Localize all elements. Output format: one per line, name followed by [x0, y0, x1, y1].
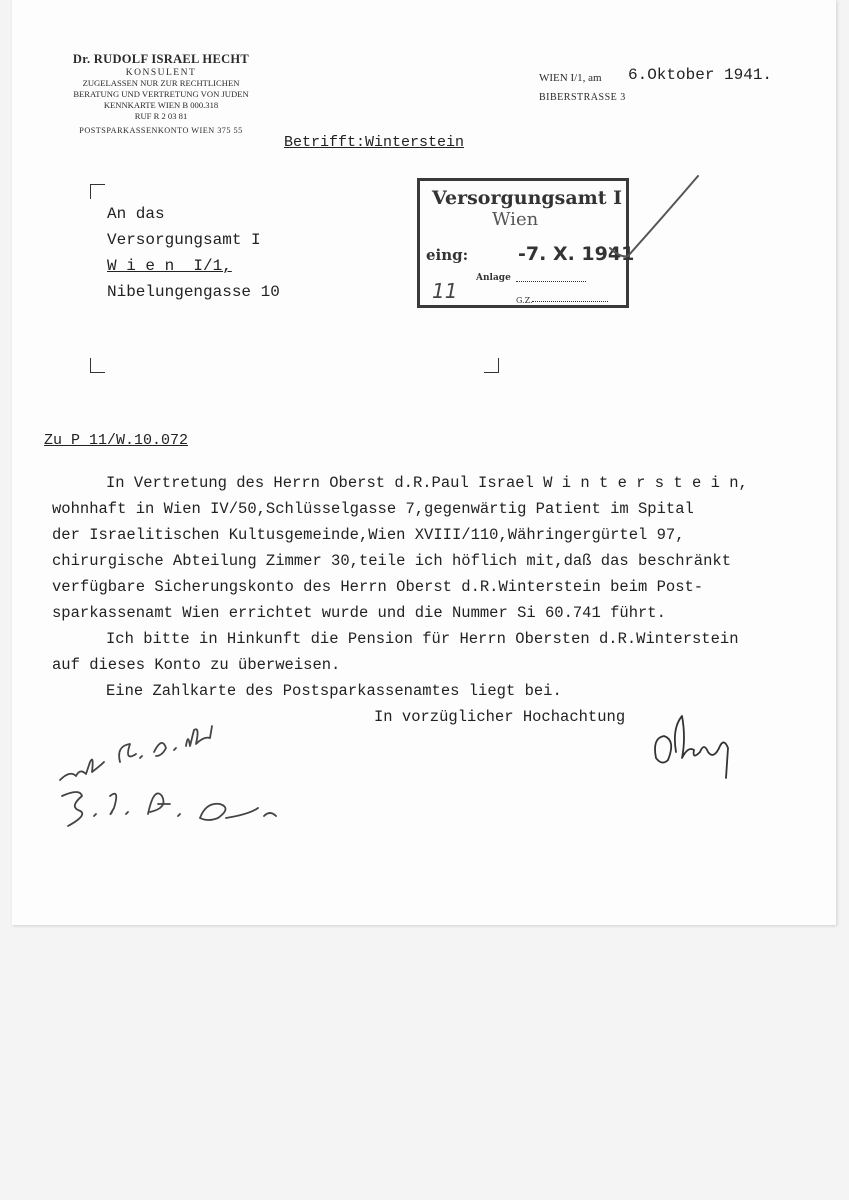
letterhead-line1: ZUGELASSEN NUR ZUR RECHTLICHEN: [82, 78, 240, 88]
subject-line: Betrifft:Winterstein: [284, 134, 465, 151]
stamp-title: Versorgungsamt I: [432, 187, 623, 209]
body-line-8: auf dieses Konto zu überweisen.: [52, 656, 341, 674]
body-line-7: Ich bitte in Hinkunft die Pension für Herrn Obersten d.R.Winterstein: [106, 630, 739, 648]
address-bracket-bottom-left: [90, 358, 105, 373]
stamp-ref-line: [532, 301, 608, 302]
place-label: WIEN I/1, am: [539, 72, 602, 84]
handwritten-note-icon: [50, 722, 290, 832]
address-line-3: W i e n I/1,: [107, 257, 232, 275]
address-bracket-bottom-right: [484, 358, 499, 373]
signature-icon: [642, 708, 742, 788]
letterhead-name: Dr. RUDOLF ISRAEL HECHT: [72, 52, 250, 66]
letterhead-title: KONSULENT: [125, 68, 197, 78]
closing-line: In vorzüglicher Hochachtung: [374, 708, 626, 726]
check-mark-icon: [602, 168, 712, 268]
letterhead-line4: RUF R 2 03 81: [134, 111, 188, 121]
body-line-2: wohnhaft in Wien IV/50,Schlüsselgasse 7,gegenwärtig Patient im Spital: [52, 500, 694, 518]
stamp-ref-label: G.Z.: [516, 296, 533, 305]
reference-line: Zu P 11/W.10.072: [44, 432, 189, 449]
body-line-4: chirurgische Abteilung Zimmer 30,teile ich höflich mit,daß das beschränkt: [52, 552, 732, 570]
street-address: BIBERSTRASSE 3: [539, 92, 626, 103]
body-line-5: verfügbare Sicherungskonto des Herrn Oberst d.R.Winterstein beim Post-: [52, 578, 704, 596]
body-line-1: In Vertretung des Herrn Oberst d.R.Paul Israel W i n t e r s t e i n,: [106, 474, 748, 492]
body-line-6: sparkassenamt Wien errichtet wurde und die Nummer Si 60.741 führt.: [52, 604, 666, 622]
stamp-city: Wien: [492, 209, 539, 230]
address-line-4: Nibelungengasse 10: [107, 283, 280, 301]
stamp-enclosure-label: Anlage: [476, 273, 511, 283]
body-line-3: der Israelitischen Kultusgemeinde,Wien XVIII/110,Währingergürtel 97,: [52, 526, 685, 544]
letterhead: [46, 52, 276, 135]
stamp-handwritten-number: 11: [432, 279, 458, 303]
stamp-enclosure-line: [516, 281, 586, 282]
letterhead-line2: BERATUNG UND VERTRETUNG VON JUDEN: [73, 89, 249, 99]
stamp-received-label: eing:: [426, 246, 469, 264]
address-bracket-top-left: [90, 184, 105, 199]
letter-page: [12, 0, 836, 925]
letter-date: 6.Oktober 1941.: [628, 66, 773, 84]
stamp-received-date: -7. X. 1941: [518, 243, 635, 265]
letterhead-account: POSTSPARKASSENKONTO WIEN 375 55: [79, 126, 243, 135]
received-stamp: [417, 178, 635, 308]
body-line-9: Eine Zahlkarte des Postsparkassenamtes liegt bei.: [106, 682, 562, 700]
letterhead-line3: KENNKARTE WIEN B 000.318: [103, 100, 219, 110]
address-line-2: Versorgungsamt I: [107, 231, 261, 249]
address-line-1: An das: [107, 205, 165, 223]
